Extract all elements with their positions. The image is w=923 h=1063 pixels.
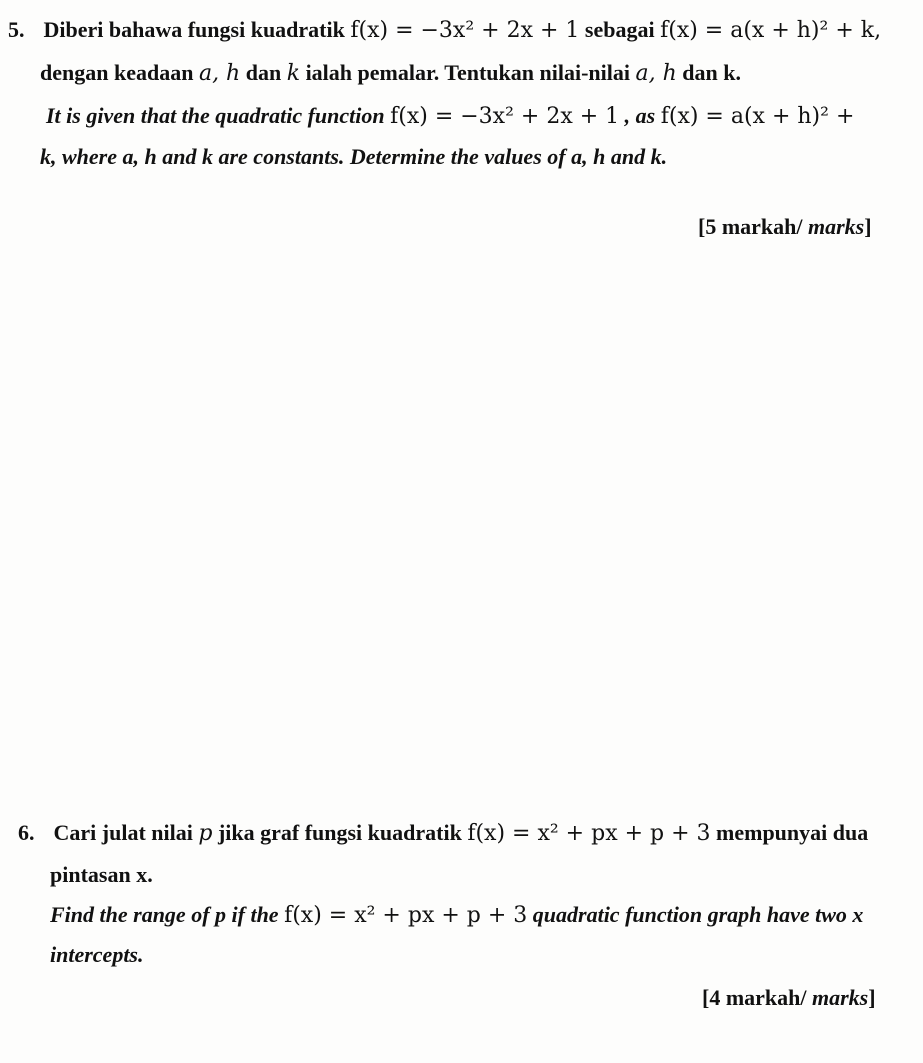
q6-line-3 — [50, 900, 863, 931]
q5-vertex-form: f(x) = a(x + h)² + — [660, 104, 855, 129]
q5-marks-ms: [5 markah/ — [698, 214, 803, 239]
q5-vars: a, h — [571, 144, 606, 169]
q5-text: dengan keadaan — [40, 60, 194, 85]
q6-number: 6. — [18, 820, 35, 845]
q5-text: dan — [245, 60, 282, 85]
q5-text-en: , as — [624, 103, 656, 128]
q5-text: Diberi bahawa fungsi kuadratik — [43, 17, 345, 42]
q6-text: mempunyai dua — [716, 820, 869, 845]
q6-line-4 — [50, 940, 144, 970]
q5-line-1 — [8, 15, 881, 46]
q5-vars: a, h — [198, 61, 241, 86]
q5-line-4 — [40, 142, 667, 172]
q5-marks-en: marks — [808, 214, 865, 239]
q5-number: 5. — [8, 17, 25, 42]
q5-text-en: and k. — [610, 144, 668, 169]
q5-marks — [698, 212, 872, 242]
q6-marks — [702, 983, 876, 1013]
q6-marks-en: marks — [812, 985, 869, 1010]
q6-text-en: Find the range of p if the — [50, 902, 279, 927]
q5-text-en: and k are constants. Determine the values of — [162, 144, 566, 169]
q5-line-3 — [46, 101, 854, 132]
q5-var-k: k — [286, 61, 301, 86]
q6-text-en: intercepts. — [50, 942, 144, 967]
q5-function: f(x) = −3x² + 2x + 1 — [350, 18, 580, 43]
q6-text: pintasan x. — [50, 862, 153, 887]
q6-marks-ms: [4 markah/ — [702, 985, 807, 1010]
q5-text: dan k. — [682, 60, 741, 85]
q5-text-en: It is given that the quadratic function — [46, 103, 385, 128]
q6-line-2 — [50, 860, 153, 890]
q5-vars: a, h — [635, 61, 677, 86]
q5-text-en: k, where — [40, 144, 117, 169]
q5-vertex-form: f(x) = a(x + h)² + k, — [660, 18, 882, 43]
q6-text-en: quadratic function graph have two x — [532, 902, 864, 927]
q6-function: f(x) = x² + px + p + 3 — [467, 821, 711, 846]
q5-marks-close: ] — [864, 214, 872, 239]
q5-text: sebagai — [584, 17, 655, 42]
q5-function: f(x) = −3x² + 2x + 1 — [390, 104, 620, 129]
q6-marks-close: ] — [868, 985, 876, 1010]
q6-function: f(x) = x² + px + p + 3 — [284, 903, 528, 928]
q5-text: ialah pemalar. Tentukan nilai-nilai — [305, 60, 630, 85]
q6-text: Cari julat nilai — [53, 820, 193, 845]
q6-text: jika graf fungsi kuadratik — [217, 820, 462, 845]
q6-var-p: p — [198, 821, 213, 846]
q5-line-2 — [40, 58, 741, 89]
q6-line-1 — [18, 818, 868, 849]
q5-vars: a, h — [122, 144, 157, 169]
